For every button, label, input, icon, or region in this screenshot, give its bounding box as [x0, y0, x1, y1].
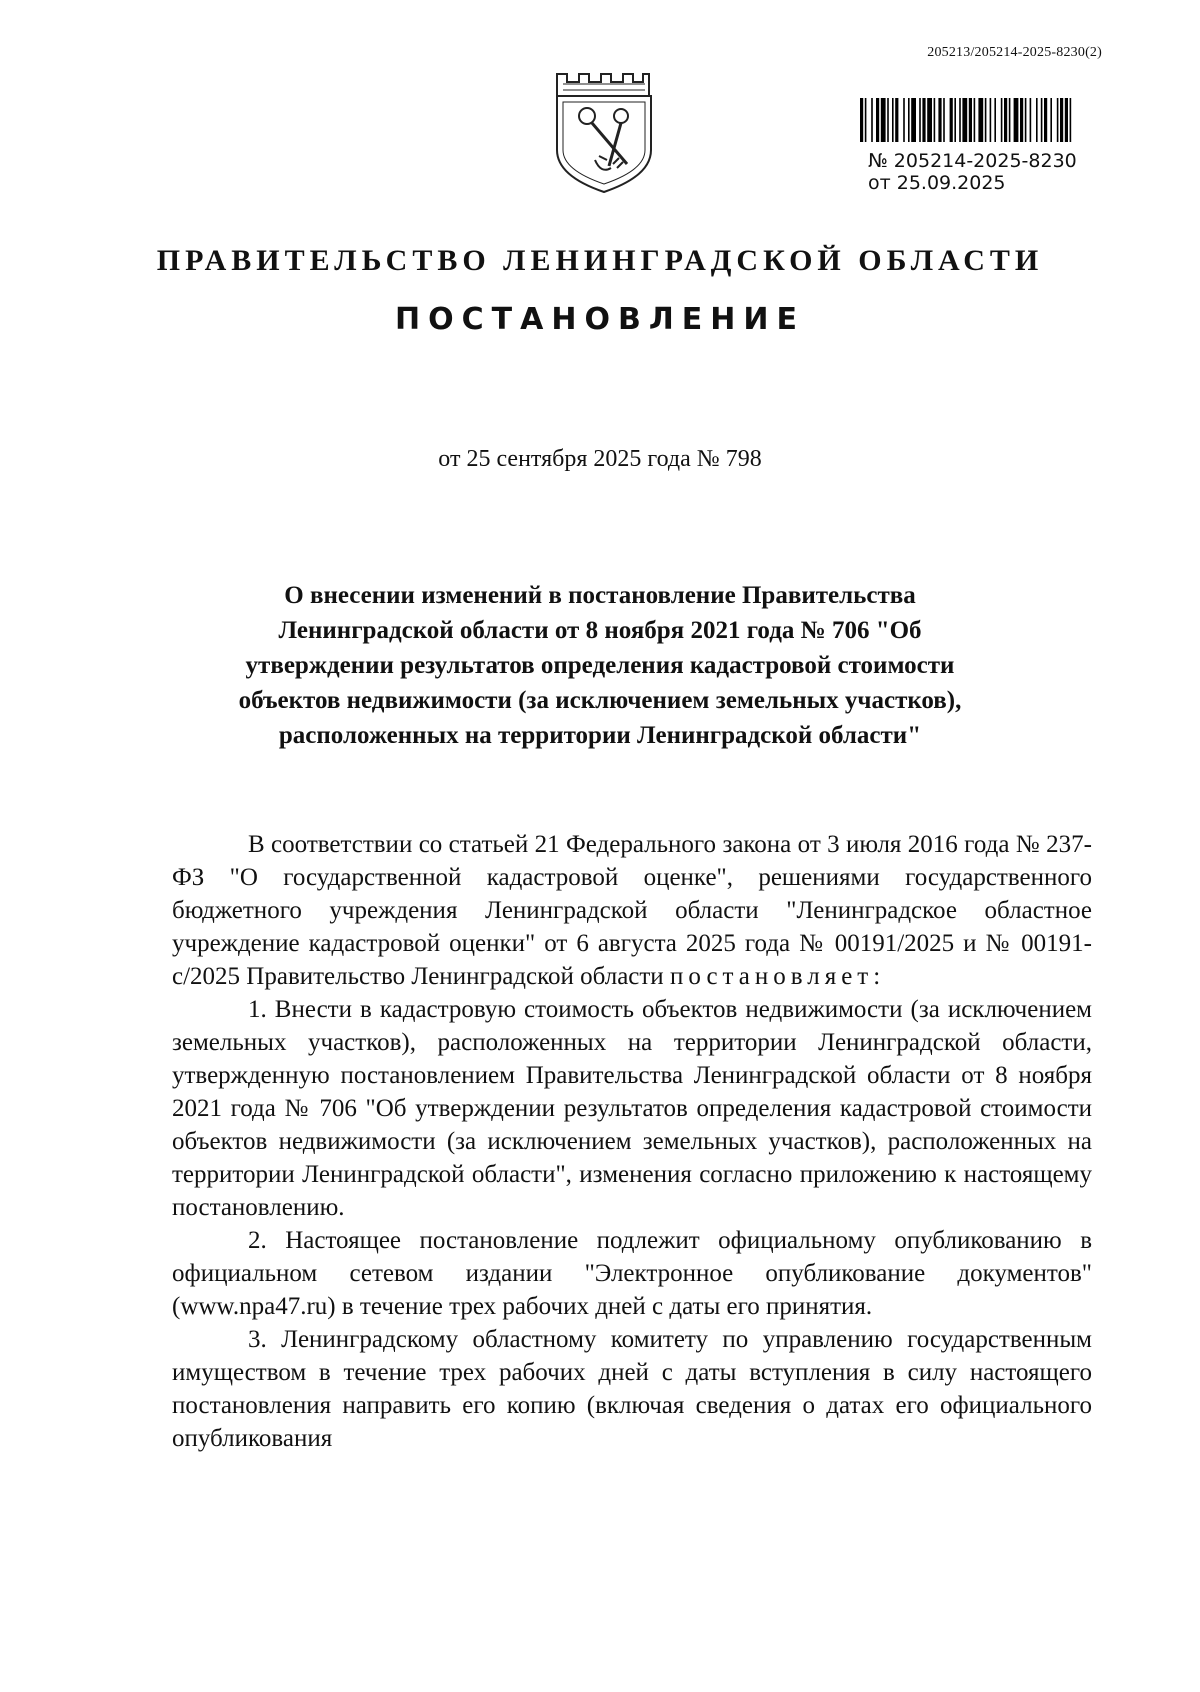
- preamble-paragraph: [172, 828, 1092, 993]
- preamble-text: В соответствии со статьей 21 Федерального закона от 3 июля 2016 года № 237-ФЗ "О государственной кадастровой оценке", решениями государственного бюджетного учреждения Ленинградской области "Ленинградское областное учреждение кадастровой оценки" от 6 августа 2025 года № 00191/2025 и № 00191-с/2025 Правительство Ленинградской области: [172, 831, 1092, 990]
- registration-block: [868, 150, 1077, 194]
- registration-date: от 25.09.2025: [868, 172, 1006, 194]
- list-item: 2. Настоящее постановление подлежит официальному опубликованию в официальном сетевом издании "Электронное опубликование документов" (www.npa47.ru) в течение трех рабочих дней с даты его принятия.: [172, 1227, 1092, 1320]
- decree-date-number: от 25 сентября 2025 года № 798: [438, 446, 762, 472]
- registration-number: № 205214-2025-8230: [868, 150, 1077, 172]
- coat-of-arms-icon: [549, 68, 659, 198]
- decree-title: ПОСТАНОВЛЕНИЕ: [395, 302, 805, 337]
- decree-subject: О внесении изменений в постановление Правительства Ленинградской области от 8 ноября 2021 года № 706 "Об утверждении результатов определения кадастровой стоимости объектов недвижимости (за исключением земельных участков), расположенных на территории Ленинградской области": [238, 582, 962, 749]
- government-title: ПРАВИТЕЛЬСТВО ЛЕНИНГРАДСКОЙ ОБЛАСТИ: [156, 244, 1044, 277]
- decides-word: постановляет:: [669, 963, 886, 990]
- document-id: 205213/205214-2025-8230(2): [927, 45, 1102, 60]
- barcode: [860, 98, 1110, 142]
- decree-body: [172, 828, 1092, 1455]
- list-item: 1. Внести в кадастровую стоимость объектов недвижимости (за исключением земельных участков), расположенных на территории Ленинградской области, утвержденную постановлением Правительства Ленинградской области от 8 ноября 2021 года № 706 "Об утверждении результатов определения кадастровой стоимости объектов недвижимости (за исключением земельных участков), расположенных на территории Ленинградской области", изменения согласно приложению к настоящему постановлению.: [172, 996, 1092, 1221]
- list-item: 3. Ленинградскому областному комитету по управлению государственным имуществом в течение трех рабочих дней с даты вступления в силу настоящего постановления направить его копию (включая сведения о датах его официального опубликования: [172, 1326, 1092, 1452]
